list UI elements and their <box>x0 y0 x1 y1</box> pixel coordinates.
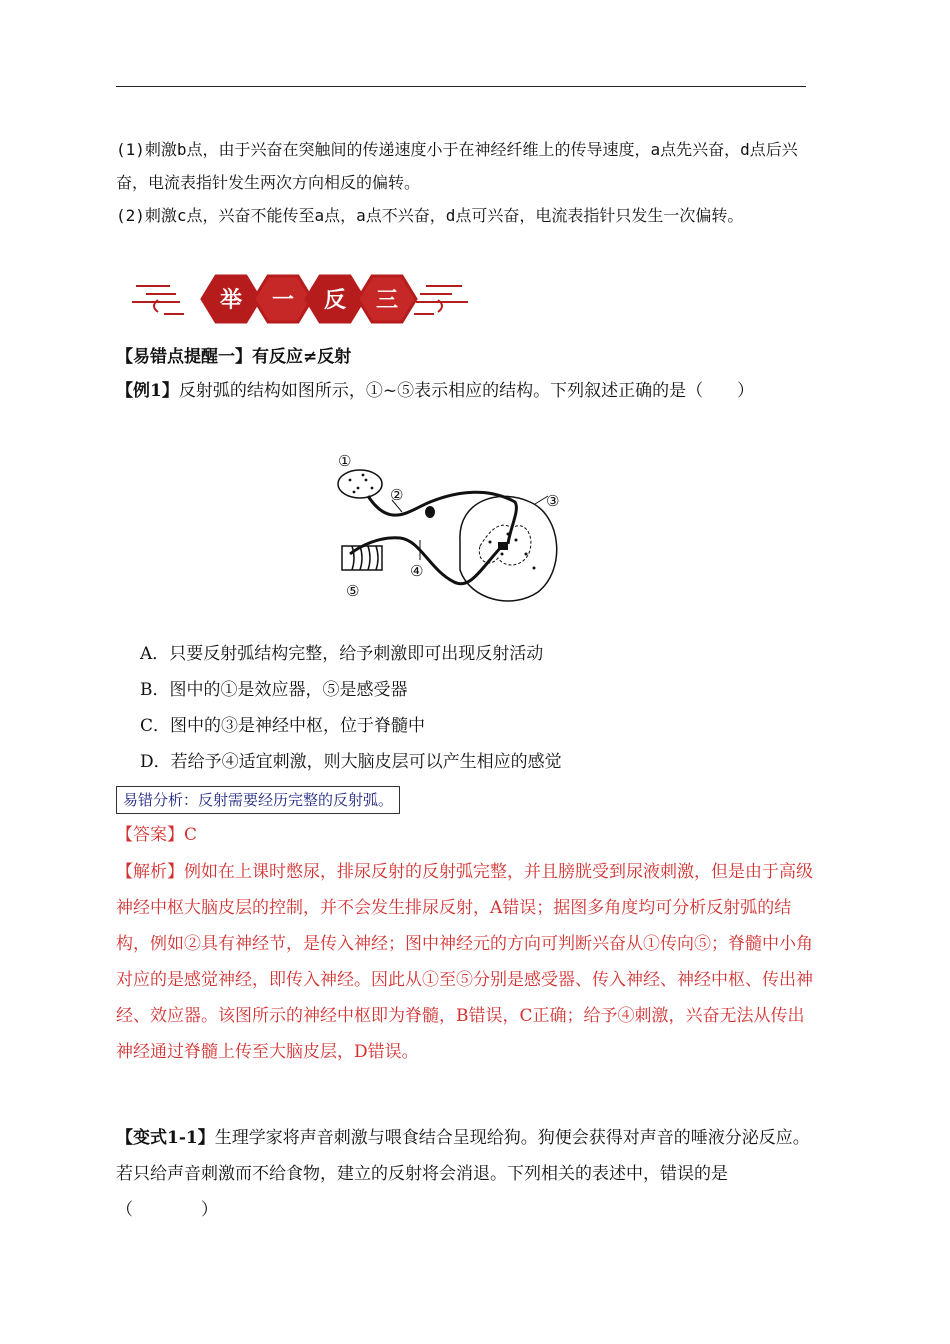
variant-label: 【变式1-1】 <box>116 1128 215 1148</box>
answer-line: 【答案】C <box>116 825 198 845</box>
answer-options <box>140 636 562 780</box>
banner-char-4: 三 <box>375 288 399 313</box>
explanation-paragraphs <box>116 133 816 232</box>
example-label: 【例1】 <box>116 381 179 401</box>
spinal-cord-outline <box>460 496 557 601</box>
effector-muscle <box>342 546 382 570</box>
ganglion <box>425 506 435 518</box>
label-5: ⑤ <box>346 582 360 600</box>
banner-char-1: 举 <box>219 288 243 313</box>
option-b: B．图中的①是效应器，⑤是感受器 <box>140 680 408 700</box>
banner-ju-yi-fan-san <box>118 272 478 326</box>
left-cloud-ornament <box>132 286 184 314</box>
analysis-paragraph: 【解析】例如在上课时憋尿，排尿反射的反射弧完整，并且膀胱受到尿液刺激，但是由于高级神经中枢大脑皮层的控制，并不会发生排尿反射，A错误；据图多角度均可分析反射弧的结构，例如②具有神经节，是传入神经；图中神经元的方向可判断兴奋从①传向⑤；脊髓中小角对应的是感觉神经，即传入神经。因此从①至⑤分别是感受器、传入神经、神经中枢、传出神经、效应器。该图所示的神经中枢即为脊髓，B错误，C正确；给予④刺激，兴奋无法从传出神经通过脊髓上传至大脑皮层，D错误。 <box>116 862 813 1062</box>
banner-char-3: 反 <box>323 288 347 313</box>
label-4: ④ <box>410 562 424 580</box>
label-2: ② <box>390 486 404 504</box>
reflex-arc-diagram <box>330 450 580 610</box>
variant-text: 生理学家将声音刺激与喂食结合呈现给狗。狗便会获得对声音的唾液分泌反应。若只给声音刺激而不给食物，建立的反射将会消退。下列相关的表述中，错误的是（ ） <box>116 1128 810 1220</box>
paragraph-2: (2)刺激c点，兴奋不能传至a点，a点不兴奋，d点可兴奋，电流表指针只发生一次偏转。 <box>116 206 744 225</box>
example-text: 反射弧的结构如图所示，①~⑤表示相应的结构。下列叙述正确的是（ ） <box>178 381 755 401</box>
option-a: A．只要反射弧结构完整，给予刺激即可出现反射活动 <box>140 644 544 664</box>
header-rule <box>116 86 806 87</box>
example-question <box>116 374 816 408</box>
receptor-shape <box>338 470 382 498</box>
label-3: ③ <box>546 492 560 510</box>
variant-question <box>116 1120 816 1228</box>
error-analysis-box: 易错分析：反射需要经历完整的反射弧。 <box>116 786 400 814</box>
option-c: C．图中的③是神经中枢，位于脊髓中 <box>140 716 426 736</box>
paragraph-1: (1)刺激b点，由于兴奋在突触间的传递速度小于在神经纤维上的传导速度，a点先兴奋，d点后兴奋，电流表指针发生两次方向相反的偏转。 <box>116 140 798 192</box>
label-1: ① <box>338 452 352 470</box>
option-d: D．若给予④适宜刺激，则大脑皮层可以产生相应的感觉 <box>140 752 562 772</box>
section-heading: 【易错点提醒一】有反应≠反射 <box>116 347 352 367</box>
right-cloud-ornament <box>414 286 468 314</box>
banner-char-2: 一 <box>271 288 295 313</box>
